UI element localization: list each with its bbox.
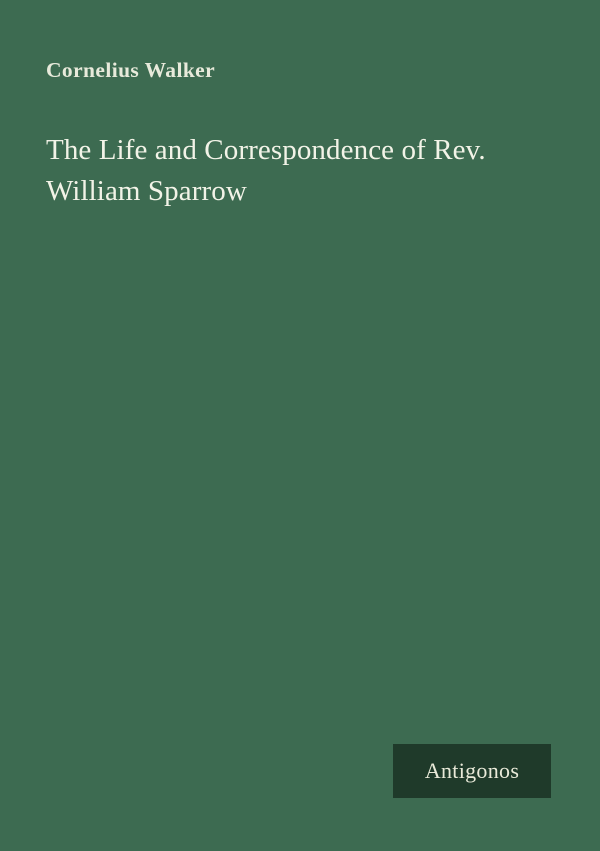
publisher-name: Antigonos [424,758,520,783]
author-name: Cornelius Walker [46,58,216,82]
book-title: The Life and Correspondence of Rev. William Sparrow [46,134,486,208]
publisher-badge [393,744,551,798]
